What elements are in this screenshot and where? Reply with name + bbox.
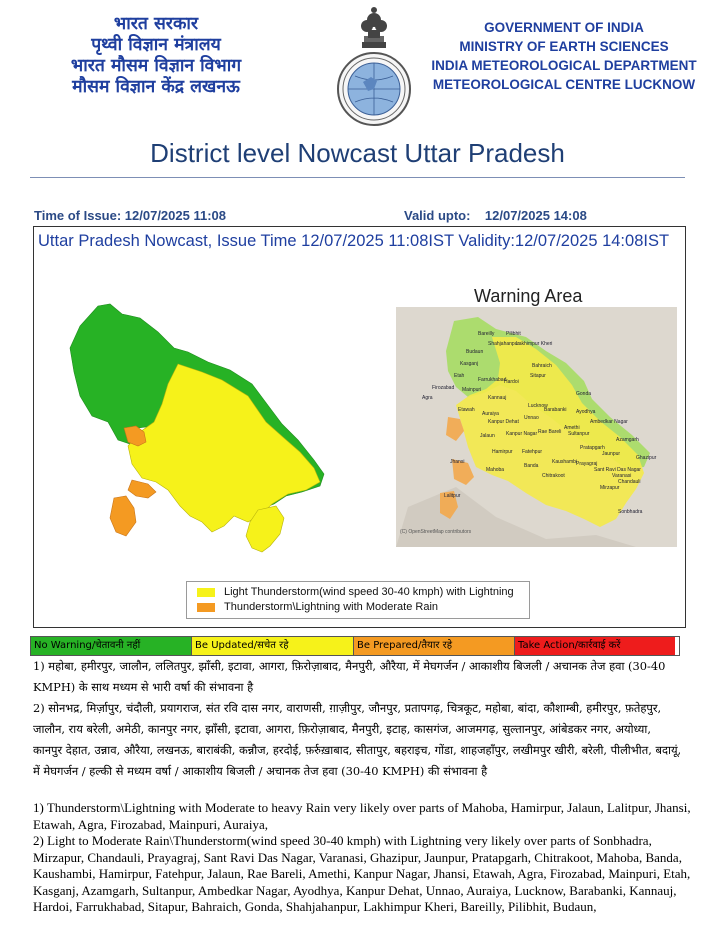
place-label: Kanpur Dehat <box>488 419 519 425</box>
page-title: District level Nowcast Uttar Pradesh <box>150 138 565 168</box>
place-label: Varanasi <box>612 473 632 479</box>
place-label: Ambedkar Nagar <box>590 419 628 425</box>
place-label: Chandauli <box>618 479 641 485</box>
place-label: Jaunpur <box>602 451 621 457</box>
legend-swatch <box>197 588 215 597</box>
place-label: Fatehpur <box>522 449 543 455</box>
place-label: Azamgarh <box>616 437 639 443</box>
place-label: Etah <box>454 373 465 379</box>
place-label: Mirzapur <box>600 485 620 491</box>
warning-level-green: No Warning/चेतावनी नहीं <box>31 637 192 655</box>
english-forecast-text <box>33 800 693 916</box>
place-label: Lakhimpur Kheri <box>516 341 553 347</box>
place-label: Pratapgarh <box>580 445 605 451</box>
place-label: Chitrakoot <box>542 473 565 479</box>
place-label: Pilibhit <box>506 331 521 337</box>
imd-globe-seal-icon <box>338 53 410 125</box>
legend-label: Light Thunderstorm(wind speed 30-40 kmph) with Lightning <box>224 586 514 598</box>
english-forecast-item: 2) Light to Moderate Rain\Thunderstorm(wind speed 30-40 kmph) with Lightning very likely over parts of Sonbhadra, Mirzapur, Chandauli, Prayagraj, Sant Ravi Das Nagar, Varanasi, Ghazipur, Jaunpur, Pratapgarh, Chitrakoot, Mahoba, Banda, Kaushambi, Hamirpur, Fatehpur, Jalaun, Rae Bareli, Amethi, Kanpur Nagar, Jhansi, Etawah, Agra, Firozabad, Mainpuri, Etah, Kasganj, Azamgarh, Sultanpur, Ambedkar Nagar, Ayodhya, Kanpur Dehat, Unnao, Auraiya, Lucknow, Barabanki, Kannauj, Hardoi, Farrukhabad, Sitapur, Bahraich, Gonda, Shahjahanpur, Lakhimpur Kheri, Bareilly, Pilibhit, Budaun, <box>33 833 691 914</box>
place-label: Sultanpur <box>568 431 590 437</box>
english-header-line: INDIA METEOROLOGICAL DEPARTMENT <box>431 58 697 73</box>
map-region-orange-south <box>110 480 156 536</box>
place-label: Kanpur Nagar <box>506 431 538 437</box>
place-label: Ghazipur <box>636 455 657 461</box>
legend-swatch <box>197 603 215 612</box>
place-label: Auraiya <box>482 411 499 417</box>
valid-upto: Valid upto: 12/07/2025 14:08 <box>404 208 587 223</box>
hindi-header-line: भारत सरकार <box>113 14 199 34</box>
place-label: Rae Bareli <box>538 429 562 435</box>
up-district-map <box>62 300 332 558</box>
place-label: Bahraich <box>532 363 552 369</box>
place-label: Kaushambi <box>552 459 578 465</box>
place-label: Lucknow <box>528 403 548 409</box>
place-label: Amethi <box>564 425 580 431</box>
hindi-header <box>46 14 266 98</box>
warning-level-orange: Be Prepared/तैयार रहे <box>354 637 515 655</box>
place-label: Mahoba <box>486 467 505 473</box>
place-label: Farrukhabad <box>478 377 507 383</box>
place-label: Agra <box>422 395 433 401</box>
english-header-line: MINISTRY OF EARTH SCIENCES <box>459 39 669 54</box>
place-label: Hardoi <box>504 379 519 385</box>
hindi-header-line: पृथ्वी विज्ञान मंत्रालय <box>91 35 221 55</box>
place-label: Mainpuri <box>462 387 482 393</box>
place-label: Firozabad <box>432 385 455 391</box>
hindi-forecast-text <box>33 656 683 782</box>
place-label: Jhansi <box>450 459 465 465</box>
place-label: Unnao <box>524 415 539 421</box>
hindi-header-line: मौसम विज्ञान केंद्र लखनऊ <box>72 77 240 97</box>
place-label: Ayodhya <box>576 409 596 415</box>
place-label: Budaun <box>466 349 484 355</box>
map-panel-heading: Uttar Pradesh Nowcast, Issue Time 12/07/2025 11:08IST Validity:12/07/2025 14:08IST <box>38 232 670 250</box>
place-label: Bareilly <box>478 331 495 337</box>
warning-scale-bar <box>30 636 680 656</box>
place-label: Sitapur <box>530 373 546 379</box>
legend-item <box>197 586 514 598</box>
hindi-forecast-item: 2) सोनभद्र, मिर्ज़ापुर, चंदौली, प्रयागराज, संत रवि दास नगर, वाराणसी, ग़ाज़ीपुर, जौनपुर, प्रतापगढ़, चित्रकूट, महोबा, बांदा, कौशाम्बी, हमीरपुर, फ़तेहपुर, जालौन, राय बरेली, अमेठी, कानपुर नगर, झाँसी, इटावा, आगरा, फ़िरोज़ाबाद, मैनपुरी, इटाह, कासगंज, आजमगढ़, सुल्तानपुर, आंबेडकर नगर, अयोध्या, कानपुर देहात, उन्नाव, औरैया, लखनऊ, बाराबंकी, कन्नौज, हरदोई, फ़र्रुख़ाबाद, सीतापुर, बहराइच, गोंडा, शाहजहाँपुर, लखीमपुर खीरी, बरेली, पीलीभीत, बदायूं, में मेघगर्जन / हल्की से मध्यम वर्षा / आकाशीय बिजली / अचानक तेज हवा (30-40 KMPH) की संभावना है <box>33 701 682 778</box>
warning-level-yellow: Be Updated/सचेत रहे <box>192 637 354 655</box>
place-label: Prayagraj <box>576 461 598 467</box>
english-header <box>420 18 708 94</box>
place-label: Barabanki <box>544 407 567 413</box>
national-emblem-icon <box>361 7 387 48</box>
hindi-header-line: भारत मौसम विज्ञान विभाग <box>70 56 242 76</box>
imd-emblem-logo <box>327 4 421 130</box>
time-of-issue: Time of Issue: 12/07/2025 11:08 <box>34 208 226 223</box>
place-label: Sant Ravi Das Nagar <box>594 467 641 473</box>
place-label: Gonda <box>576 391 592 397</box>
title-divider <box>30 177 685 178</box>
place-label: Banda <box>524 463 539 469</box>
place-label: Shahjahanpur <box>488 341 520 347</box>
place-label: Hamirpur <box>492 449 513 455</box>
place-label: Lalitpur <box>444 493 461 499</box>
map-attribution: (C) OpenStreetMap contributors <box>400 529 472 535</box>
warning-area-title: Warning Area <box>474 286 583 306</box>
english-header-line: METEOROLOGICAL CENTRE LUCKNOW <box>432 77 696 92</box>
place-label: Kasganj <box>460 361 479 367</box>
hindi-forecast-item: 1) महोबा, हमीरपुर, जालौन, ललितपुर, झाँसी, इटावा, आगरा, फ़िरोज़ाबाद, मैनपुरी, औरैया, में मेघगर्जन / आकाशीय बिजली / अचानक तेज हवा (30-40 KMPH) के साथ मध्यम से भारी वर्षा की संभावना है <box>33 659 666 694</box>
warning-level-red: Take Action/कार्रवाई करें <box>515 637 675 655</box>
english-forecast-item: 1) Thunderstorm\Lightning with Moderate to heavy Rain very likely over parts of Mahoba, Hamirpur, Jalaun, Lalitpur, Jhansi, Etawah, Agra, Firozabad, Mainpuri, Auraiya, <box>33 800 691 832</box>
place-label: Jalaun <box>480 433 495 439</box>
warning-area-map <box>396 307 677 547</box>
legend-item <box>197 601 438 613</box>
place-label: Etawah <box>458 407 475 413</box>
map-legend <box>186 581 530 619</box>
legend-label: Thunderstorm\Lightning with Moderate Rain <box>224 601 439 613</box>
english-header-line: GOVERNMENT OF INDIA <box>484 20 644 35</box>
place-label: Sonbhadra <box>618 509 643 515</box>
place-label: Kannauj <box>488 395 507 401</box>
